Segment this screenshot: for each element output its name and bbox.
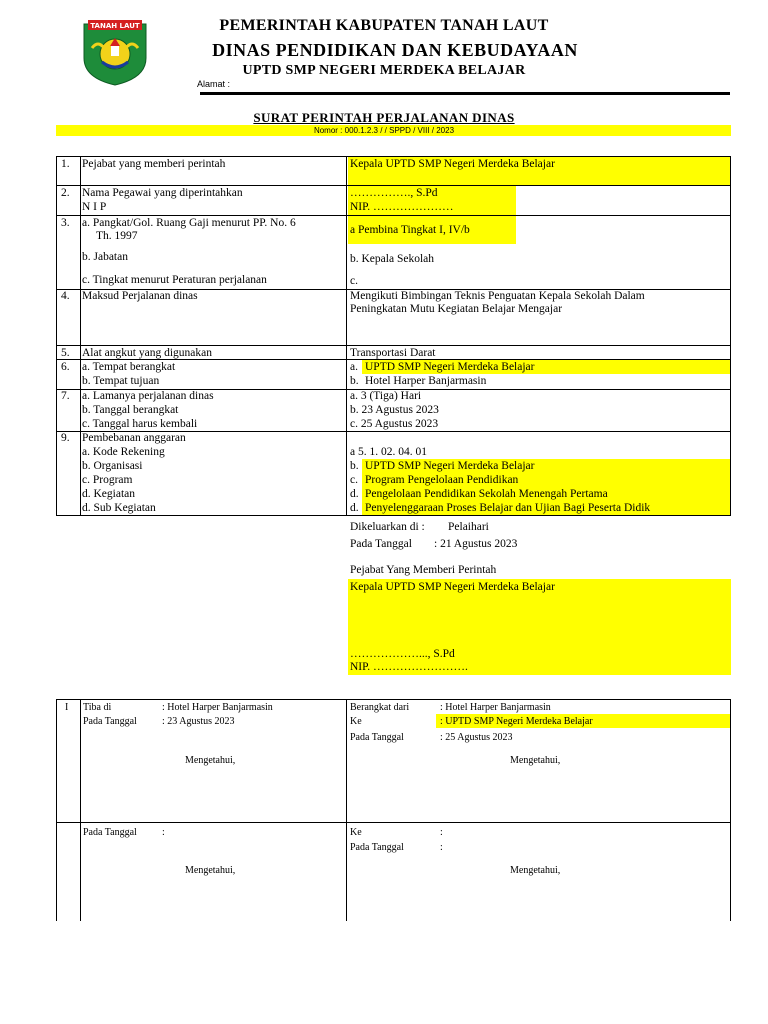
row-number: 9. bbox=[61, 432, 70, 444]
row-number: 2. bbox=[61, 187, 70, 199]
row-number: 5. bbox=[61, 347, 70, 359]
arrival-label: Tiba di bbox=[83, 702, 112, 713]
row-value: Hotel Harper Banjarmasin bbox=[365, 375, 487, 387]
logo-text: TANAH LAUT bbox=[90, 22, 140, 30]
row-value: Mengikuti Bimbingan Teknis Penguatan Kepala Sekolah Dalam bbox=[350, 290, 645, 302]
official-title: Kepala UPTD SMP Negeri Merdeka Belajar bbox=[350, 581, 555, 593]
row-value: Peningkatan Mutu Kegiatan Belajar Mengajar bbox=[350, 303, 563, 315]
row-value-prefix: b. bbox=[350, 460, 359, 472]
row-value: Kepala UPTD SMP Negeri Merdeka Belajar bbox=[350, 158, 555, 170]
official-nip: NIP. ……………………. bbox=[350, 661, 468, 673]
departure-date-label: Pada Tanggal bbox=[350, 732, 404, 743]
arrival-date-label: Pada Tanggal bbox=[83, 827, 137, 838]
row-number: 4. bbox=[61, 290, 70, 302]
row-label: a. Kode Rekening bbox=[82, 446, 165, 458]
row-label: Alat angkut yang digunakan bbox=[82, 347, 212, 359]
row-label: c. Tingkat menurut Peraturan perjalanan bbox=[82, 274, 267, 286]
header-school: UPTD SMP NEGERI MERDEKA BELAJAR bbox=[242, 63, 526, 78]
issued-place-label: Dikeluarkan di : bbox=[350, 521, 425, 533]
row-label: b. Organisasi bbox=[82, 460, 143, 472]
row-value: Program Pengelolaan Pendidikan bbox=[365, 474, 519, 486]
address-label: Alamat : bbox=[197, 79, 231, 89]
row-label: a. Tempat berangkat bbox=[82, 361, 176, 373]
departure-date-value: : 25 Agustus 2023 bbox=[440, 732, 513, 743]
header-department: DINAS PENDIDIKAN DAN KEBUDAYAAN bbox=[212, 40, 578, 60]
destination-value: : bbox=[440, 827, 443, 838]
row-value: UPTD SMP Negeri Merdeka Belajar bbox=[365, 460, 535, 472]
row-label: b. Tanggal berangkat bbox=[82, 404, 179, 416]
row-number: 6. bbox=[61, 361, 70, 373]
row-value-prefix: d. bbox=[350, 502, 359, 514]
row-value-prefix: b. bbox=[350, 375, 359, 387]
row-label: c. Program bbox=[82, 474, 133, 486]
row-value: a Pembina Tingkat I, IV/b bbox=[350, 224, 470, 236]
row-label: Pembebanan anggaran bbox=[82, 432, 186, 444]
arrival-value: : Hotel Harper Banjarmasin bbox=[162, 702, 273, 713]
row-label: Maksud Perjalanan dinas bbox=[82, 290, 198, 302]
document-title: SURAT PERINTAH PERJALANAN DINAS bbox=[253, 110, 515, 125]
acknowledged-label: Mengetahui, bbox=[510, 755, 561, 766]
departure-value: : Hotel Harper Banjarmasin bbox=[440, 702, 551, 713]
row-label: c. Tanggal harus kembali bbox=[82, 418, 198, 430]
row-label: N I P bbox=[82, 201, 107, 213]
acknowledged-label: Mengetahui, bbox=[510, 865, 561, 876]
destination-value: : UPTD SMP Negeri Merdeka Belajar bbox=[440, 716, 593, 727]
row-value: a 5. 1. 02. 04. 01 bbox=[350, 446, 427, 458]
arrival-date-value: : 23 Agustus 2023 bbox=[162, 716, 235, 727]
issued-place: Pelaihari bbox=[448, 521, 489, 533]
official-label: Pejabat Yang Memberi Perintah bbox=[350, 564, 497, 576]
row-label: b. Tempat tujuan bbox=[82, 375, 160, 387]
row-label: a. Pangkat/Gol. Ruang Gaji menurut PP. No. 6 bbox=[82, 217, 296, 229]
row-label: d. Kegiatan bbox=[82, 488, 136, 500]
row-label: b. Jabatan bbox=[82, 251, 128, 263]
departure-label: Berangkat dari bbox=[350, 702, 410, 713]
official-name: ………………..., S.Pd bbox=[350, 648, 455, 660]
row-value-prefix: c. bbox=[350, 474, 358, 486]
arrival-date-value: : bbox=[162, 827, 165, 838]
document-number: Nomor : 000.1.2.3 / / SPPD / VIII / 2023 bbox=[313, 126, 455, 135]
header-government: PEMERINTAH KABUPATEN TANAH LAUT bbox=[219, 17, 549, 34]
destination-label: Ke bbox=[350, 716, 362, 727]
header-rule bbox=[200, 92, 730, 95]
acknowledged-label: Mengetahui, bbox=[185, 865, 236, 876]
row-value: Penyelenggaraan Proses Belajar dan Ujian Bagi Peserta Didik bbox=[365, 502, 651, 514]
departure-date-value: : bbox=[440, 842, 443, 853]
acknowledged-label: Mengetahui, bbox=[185, 755, 236, 766]
destination-label: Ke bbox=[350, 827, 362, 838]
row-value: UPTD SMP Negeri Merdeka Belajar bbox=[365, 361, 535, 373]
row-value: NIP. ………………… bbox=[350, 201, 454, 213]
row-number: 1. bbox=[61, 158, 70, 170]
travel-roman: I bbox=[65, 702, 69, 713]
issued-date: : 21 Agustus 2023 bbox=[434, 538, 518, 550]
row-value: b. Kepala Sekolah bbox=[350, 253, 434, 265]
row-number: 7. bbox=[61, 390, 70, 402]
row-value: c. bbox=[350, 275, 358, 287]
row-label: Pejabat yang memberi perintah bbox=[82, 158, 226, 170]
issued-date-label: Pada Tanggal bbox=[350, 538, 412, 550]
row-value: b. 23 Agustus 2023 bbox=[350, 404, 439, 416]
row-label: Th. 1997 bbox=[96, 230, 138, 242]
departure-date-label: Pada Tanggal bbox=[350, 842, 404, 853]
row-value: c. 25 Agustus 2023 bbox=[350, 418, 439, 430]
row-value: ……………., S.Pd bbox=[350, 187, 438, 199]
row-number: 3. bbox=[61, 217, 70, 229]
row-value: Transportasi Darat bbox=[350, 347, 436, 359]
row-label: Nama Pegawai yang diperintahkan bbox=[82, 187, 243, 199]
row-value-prefix: a. bbox=[350, 361, 358, 373]
arrival-date-label: Pada Tanggal bbox=[83, 716, 137, 727]
row-label: d. Sub Kegiatan bbox=[82, 502, 156, 514]
row-label: a. Lamanya perjalanan dinas bbox=[82, 390, 214, 402]
row-value: Pengelolaan Pendidikan Sekolah Menengah Pertama bbox=[365, 488, 608, 500]
row-value: a. 3 (Tiga) Hari bbox=[350, 390, 422, 402]
row-value-prefix: d. bbox=[350, 488, 359, 500]
